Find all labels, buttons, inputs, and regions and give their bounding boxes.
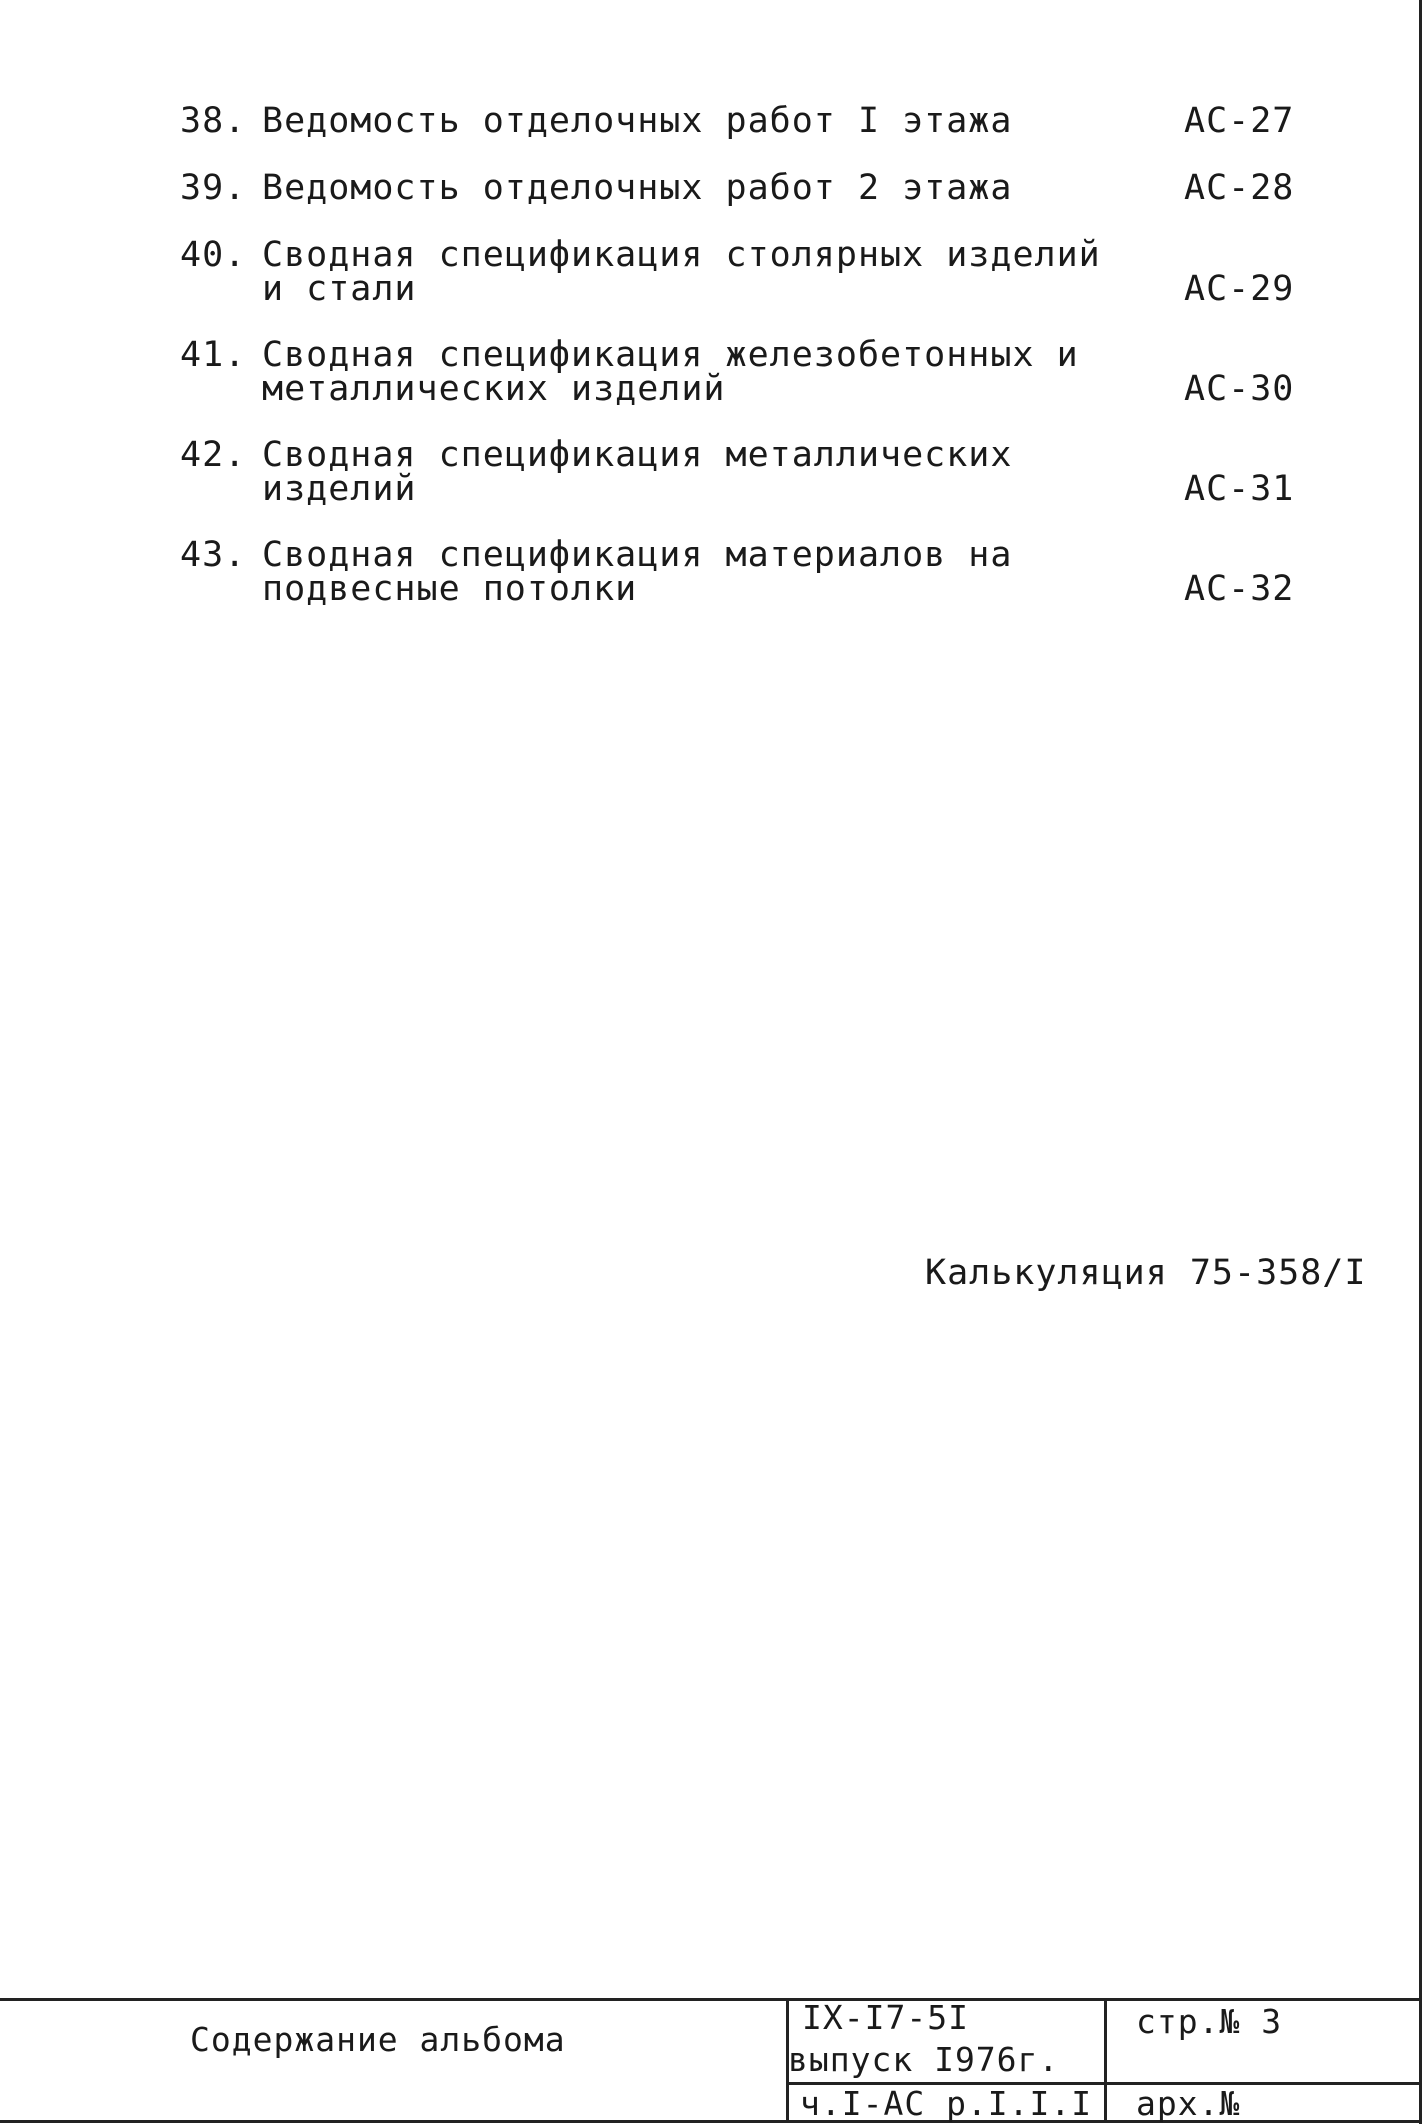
item-number: 40.	[180, 235, 247, 275]
part-code: ч.I-АС р.I.I.I	[800, 2084, 1093, 2123]
item-sheet: АС-29	[1184, 269, 1295, 309]
item-title: Сводная спецификация металлических изделий	[262, 435, 1013, 509]
item-number: 39.	[180, 168, 247, 208]
series-code: IX-I7-5I	[802, 1998, 969, 2037]
item-title: Сводная спецификация железобетонных и металлических изделий	[262, 335, 1079, 409]
item-number: 43.	[180, 535, 247, 575]
calculation-number: Калькуляция 75-358/I	[925, 1253, 1367, 1293]
item-sheet: АС-30	[1184, 369, 1295, 409]
item-title: Ведомость отделочных работ I этажа	[262, 101, 1013, 141]
item-sheet: АС-27	[1184, 101, 1295, 141]
item-number: 41.	[180, 335, 247, 375]
item-title: Сводная спецификация столярных изделий и стали	[262, 235, 1101, 309]
item-number: 38.	[180, 101, 247, 141]
stamp-top-border	[0, 1998, 1422, 2001]
item-title: Ведомость отделочных работ 2 этажа	[262, 168, 1013, 208]
item-title: Сводная спецификация материалов на подвесные потолки	[262, 535, 1013, 609]
item-sheet: АС-28	[1184, 168, 1295, 208]
document-title: Содержание альбома	[190, 2020, 566, 2059]
item-sheet: АС-32	[1184, 569, 1295, 609]
item-sheet: АС-31	[1184, 469, 1295, 509]
item-number: 42.	[180, 435, 247, 475]
page-number: стр.№ 3	[1136, 2002, 1283, 2041]
stamp-divider	[1104, 1998, 1107, 2122]
archive-number: арх.№	[1136, 2084, 1241, 2123]
issue-year: выпуск I976г.	[788, 2040, 1060, 2079]
